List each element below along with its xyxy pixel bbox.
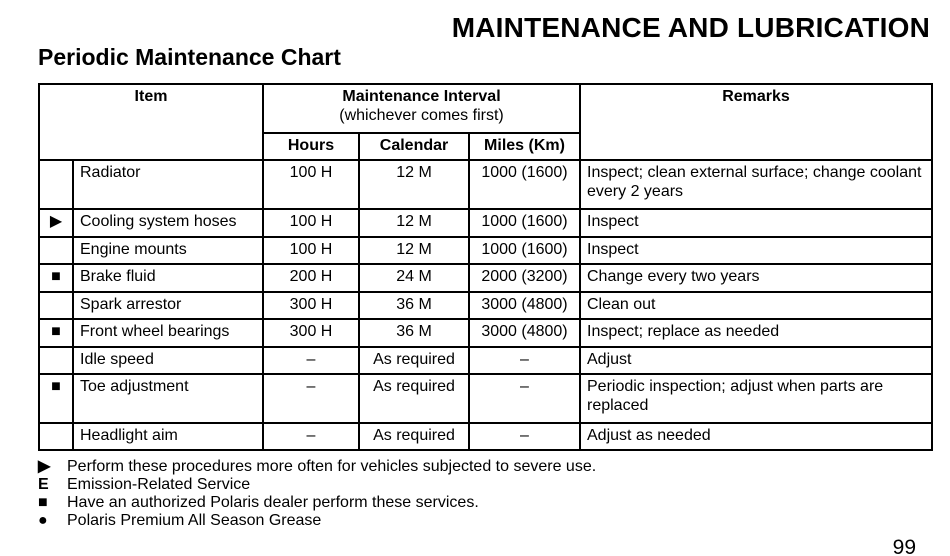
- legend-item: [38, 512, 596, 530]
- row-calendar: 36 M: [359, 292, 469, 319]
- row-miles: –: [469, 374, 580, 423]
- row-symbol: [39, 292, 73, 319]
- column-header-hours: Hours: [263, 133, 359, 160]
- column-header-miles: Miles (Km): [469, 133, 580, 160]
- row-symbol: ■: [39, 264, 73, 292]
- row-remarks: Inspect; clean external surface; change coolant every 2 years: [580, 160, 932, 209]
- table-row: [39, 374, 932, 423]
- legend-item: [38, 458, 596, 476]
- row-symbol: ■: [39, 374, 73, 423]
- section-title: Periodic Maintenance Chart: [38, 44, 341, 70]
- row-item: Engine mounts: [73, 237, 263, 264]
- page-number: 99: [892, 536, 916, 556]
- row-hours: 100 H: [263, 209, 359, 237]
- row-miles: 1000 (1600): [469, 209, 580, 237]
- row-item: Front wheel bearings: [73, 319, 263, 347]
- circle-icon: ●: [38, 512, 48, 529]
- row-item: Spark arrestor: [73, 292, 263, 319]
- row-calendar: 36 M: [359, 319, 469, 347]
- row-remarks: Periodic inspection; adjust when parts are replaced: [580, 374, 932, 423]
- maintenance-chart-table: [38, 83, 933, 451]
- emission-icon: E: [38, 476, 49, 493]
- row-hours: –: [263, 423, 359, 450]
- row-symbol: ▶: [39, 209, 73, 237]
- triangle-icon: ▶: [38, 458, 51, 475]
- row-calendar: 12 M: [359, 237, 469, 264]
- table-row: [39, 209, 932, 237]
- row-symbol: [39, 237, 73, 264]
- row-item: Toe adjustment: [73, 374, 263, 423]
- legend-text: Perform these procedures more often for vehicles subjected to severe use.: [67, 458, 597, 475]
- legend: [38, 458, 596, 530]
- square-icon: ■: [38, 494, 48, 511]
- row-item: Brake fluid: [73, 264, 263, 292]
- row-miles: 1000 (1600): [469, 237, 580, 264]
- row-miles: 2000 (3200): [469, 264, 580, 292]
- interval-sublabel: (whichever comes first): [339, 107, 504, 124]
- legend-text: Have an authorized Polaris dealer perform these services.: [67, 494, 479, 511]
- row-hours: 100 H: [263, 160, 359, 209]
- legend-item: [38, 476, 596, 494]
- row-item: Idle speed: [73, 347, 263, 374]
- row-item: Headlight aim: [73, 423, 263, 450]
- row-hours: 300 H: [263, 319, 359, 347]
- row-calendar: 12 M: [359, 160, 469, 209]
- row-hours: –: [263, 347, 359, 374]
- row-calendar: As required: [359, 374, 469, 423]
- table-row: [39, 237, 932, 264]
- row-calendar: 12 M: [359, 209, 469, 237]
- row-miles: 3000 (4800): [469, 319, 580, 347]
- row-miles: 3000 (4800): [469, 292, 580, 319]
- row-hours: 300 H: [263, 292, 359, 319]
- legend-text: Emission-Related Service: [67, 476, 251, 493]
- row-remarks: Clean out: [580, 292, 932, 319]
- row-remarks: Adjust as needed: [580, 423, 932, 450]
- row-item: Cooling system hoses: [73, 209, 263, 237]
- row-calendar: 24 M: [359, 264, 469, 292]
- column-header-interval: [263, 84, 580, 133]
- row-calendar: As required: [359, 423, 469, 450]
- table-row: [39, 319, 932, 347]
- table-row: [39, 292, 932, 319]
- interval-label: Maintenance Interval: [342, 88, 501, 105]
- row-symbol: [39, 160, 73, 209]
- table-row: [39, 423, 932, 450]
- table-row: [39, 264, 932, 292]
- row-symbol: [39, 347, 73, 374]
- row-hours: 200 H: [263, 264, 359, 292]
- legend-item: [38, 494, 596, 512]
- row-item: Radiator: [73, 160, 263, 209]
- row-miles: 1000 (1600): [469, 160, 580, 209]
- row-remarks: Inspect: [580, 209, 932, 237]
- row-hours: –: [263, 374, 359, 423]
- column-header-item: Item: [39, 84, 263, 160]
- row-remarks: Inspect: [580, 237, 932, 264]
- column-header-calendar: Calendar: [359, 133, 469, 160]
- row-symbol: [39, 423, 73, 450]
- table-row: [39, 160, 932, 209]
- row-calendar: As required: [359, 347, 469, 374]
- legend-text: Polaris Premium All Season Grease: [67, 512, 322, 529]
- row-remarks: Adjust: [580, 347, 932, 374]
- row-symbol: ■: [39, 319, 73, 347]
- table-row: [39, 347, 932, 374]
- row-miles: –: [469, 423, 580, 450]
- column-header-remarks: Remarks: [580, 84, 932, 160]
- row-hours: 100 H: [263, 237, 359, 264]
- row-remarks: Change every two years: [580, 264, 932, 292]
- row-miles: –: [469, 347, 580, 374]
- row-remarks: Inspect; replace as needed: [580, 319, 932, 347]
- header-title: MAINTENANCE AND LUBRICATION: [451, 12, 930, 43]
